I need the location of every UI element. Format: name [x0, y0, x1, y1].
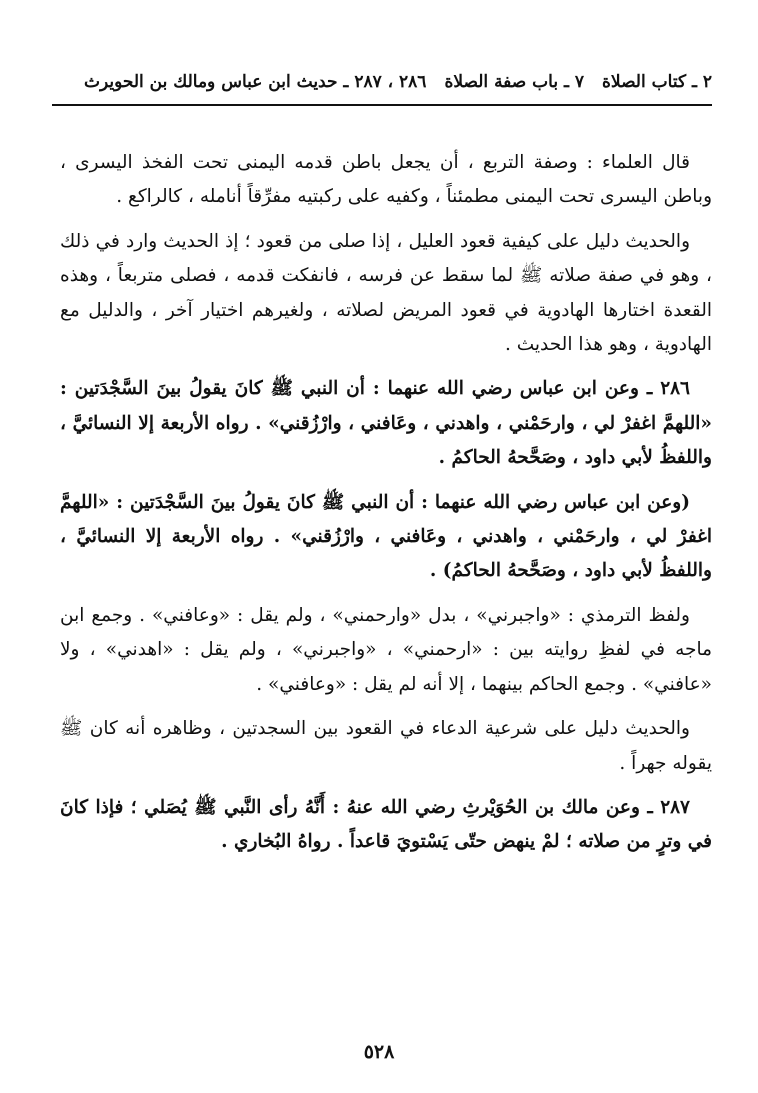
- header-divider: [52, 104, 712, 106]
- paragraph-narration-variants: ولفظ الترمذي : «واجبرني» ، بدل «وارحمني» ، ولم يقل : «وعافني» . وجمع ابن ماجه في لفظِ روايته بين : «ارحمني» ، «واجبرني» ، ولم يقل : «اهدني» ، ولا «عافني» . وجمع الحاكم بينهما ، إلا أنه لم يقل : «وعافني» .: [60, 604, 712, 695]
- running-header: [52, 62, 712, 102]
- paragraph-tarabbu-description: قال العلماء : وصفة التربع ، أن يجعل باطن قدمه اليمنى تحت الفخذ اليسرى ، وباطن اليسرى تحت اليمنى مطمئناً ، وكفيه على ركبتيه مفرِّقاً أنامله ، كالراكع .: [60, 152, 712, 208]
- page-body: [60, 146, 712, 870]
- hadith-286: ٢٨٦ ـ وعن ابن عباس رضي الله عنهما : أن النبي ﷺ كانَ يقولُ بينَ السَّجْدَتين : «اللهمَّ اغفرْ لي ، وارحَمْني ، واهدني ، وعَافني ، وارْزُقني» . رواه الأربعة إلا النسائيَّ ، واللفظُ لأبي داود ، وصَحَّحهُ الحاكمُ .: [60, 378, 712, 469]
- header-chapter: ٢ ـ كتاب الصلاة: [602, 72, 712, 92]
- paragraph-commentary-sick-sitting: والحديث دليل على كيفية قعود العليل ، إذا صلى من قعود ؛ إذ الحديث وارد في ذلك ، وهو في صفة صلاته ﷺ لما سقط عن فرسه ، فانفكت قدمه ، فصلى متربعاً ، وهذه القعدة اختارها الهادوية في قعود المريض لصلاته ، ولغيرهم اختيار آخر ، والدليل مع الهادوية ، وهو هذا الحديث .: [60, 230, 712, 356]
- hadith-287: ٢٨٧ ـ وعن مالك بن الحُوَيْرثِ رضي الله عنهُ : أَنَّهُ رأى النَّبي ﷺ يُصَلي ؛ فإذا كانَ في وترٍ من صلاته ؛ لمْ ينهض حتّى يَسْتويَ قاعداً . رواهُ البُخاري .: [60, 796, 712, 853]
- page-number: ٥٢٨: [363, 1041, 395, 1063]
- header-hadith-range: ٢٨٦ ، ٢٨٧ ـ حديث ابن عباس ومالك بن الحويرث: [83, 72, 427, 92]
- header-section: ٧ ـ باب صفة الصلاة: [444, 72, 585, 92]
- paragraph-commentary-dua: والحديث دليل على شرعية الدعاء في القعود بين السجدتين ، وظاهره أنه كان ﷺ يقوله جهراً .: [60, 718, 712, 774]
- hadith-286-repeated: (وعن ابن عباس رضي الله عنهما : أن النبي ﷺ كانَ يقولُ بينَ السَّجْدَتين : «اللهمَّ اغفرْ لي ، وارحَمْني ، واهدني ، وعَافني ، وارْزُقني» . رواه الأربعة إلا النسائيَّ ، واللفظُ لأبي داود ، وصَحَّحهُ الحاكمُ) .: [60, 491, 712, 582]
